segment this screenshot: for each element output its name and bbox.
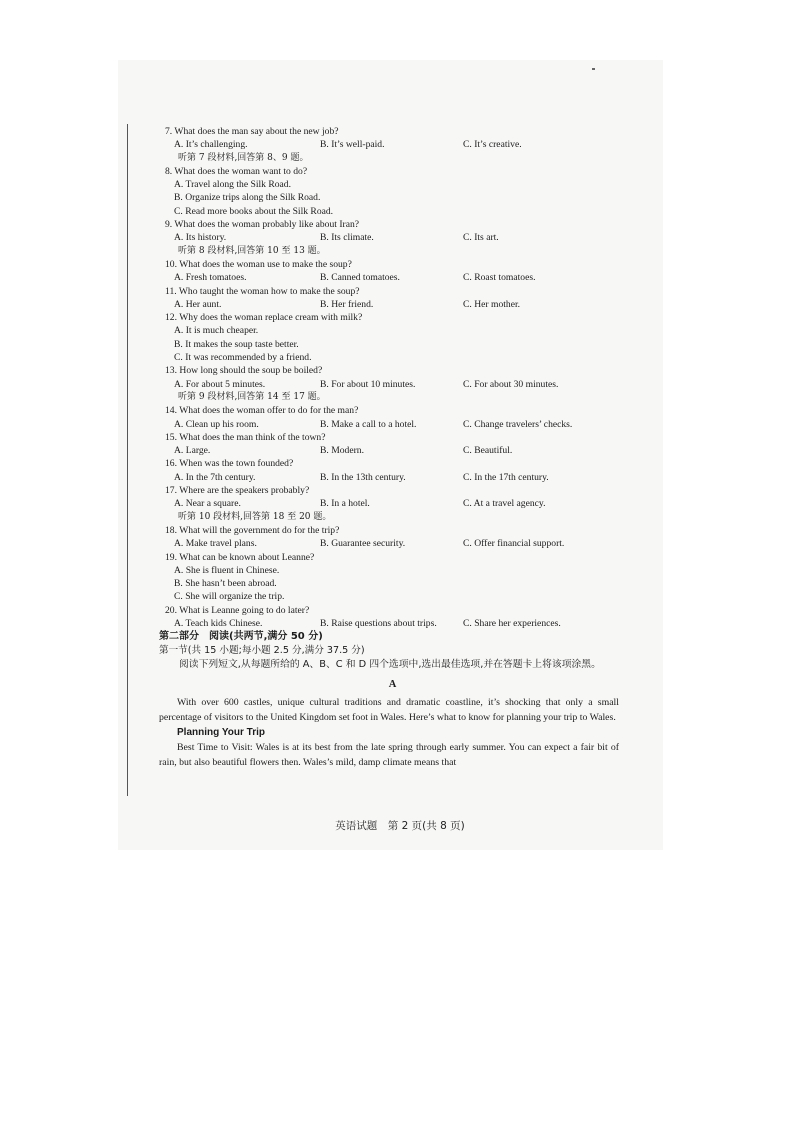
option-a: A. Large. xyxy=(174,445,211,457)
scan-speck xyxy=(592,68,595,70)
option-row xyxy=(174,418,620,431)
option-c: C. Change travelers’ checks. xyxy=(463,418,573,430)
question-stem: 9. What does the woman probably like about Iran? xyxy=(165,219,360,231)
option-a: A. Fresh tomatoes. xyxy=(174,272,247,284)
option-c: C. In the 17th century. xyxy=(463,471,549,483)
option-line: C. She will organize the trip. xyxy=(174,591,285,603)
question-stem: 12. Why does the woman replace cream with milk? xyxy=(165,312,363,324)
reading-directions: 阅读下列短文,从每题所给的 A、B、C 和 D 四个选项中,选出最佳选项,并在答题卡上将该项涂黑。 xyxy=(179,658,601,670)
option-row xyxy=(174,617,620,630)
option-line: B. She hasn’t been abroad. xyxy=(174,578,277,590)
option-c: C. Share her experiences. xyxy=(463,617,561,629)
passage-paragraph-2: Best Time to Visit: Wales is at its best from the late spring through early summer. You can expect a fair bit of rain, but also beautiful flowers then. Wales’s mild, damp climate means that xyxy=(159,742,619,769)
passage-paragraph-1: With over 600 castles, unique cultural traditions and dramatic coastline, it’s shocking that only a small percentage of visitors to the United Kingdom set foot in Wales. Here’s what to know for planning your trip to Wales. xyxy=(159,697,619,724)
option-line: A. She is fluent in Chinese. xyxy=(174,564,280,576)
page-footer: 英语试题 第 2 页(共 8 页) xyxy=(335,820,465,832)
question-stem: 7. What does the man say about the new job? xyxy=(165,126,339,137)
part2-heading: 第二部分 阅读(共两节,满分 50 分) xyxy=(159,631,323,643)
question-stem: 15. What does the man think of the town? xyxy=(165,431,326,443)
option-row xyxy=(174,271,620,284)
listening-instruction: 听第 10 段材料,回答第 18 至 20 题。 xyxy=(178,511,332,522)
option-b: B. Her friend. xyxy=(320,298,374,310)
option-line: C. It was recommended by a friend. xyxy=(174,352,312,364)
option-row xyxy=(174,231,620,244)
option-row xyxy=(174,298,620,311)
option-c: C. Roast tomatoes. xyxy=(463,272,536,284)
option-c: C. Its art. xyxy=(463,232,499,244)
option-row xyxy=(174,497,620,510)
question-stem: 10. What does the woman use to make the soup? xyxy=(165,258,352,270)
option-row xyxy=(174,138,620,151)
option-line: A. It is much cheaper. xyxy=(174,325,259,337)
option-a: A. For about 5 minutes. xyxy=(174,378,266,390)
option-b: B. Its climate. xyxy=(320,232,374,244)
option-b: B. Make a call to a hotel. xyxy=(320,418,417,430)
option-c: C. Offer financial support. xyxy=(463,538,565,550)
question-stem: 18. What will the government do for the trip? xyxy=(165,524,340,536)
option-b: B. In a hotel. xyxy=(320,498,370,510)
question-stem: 11. Who taught the woman how to make the soup? xyxy=(165,285,360,297)
option-b: B. Canned tomatoes. xyxy=(320,272,400,284)
option-a: A. Teach kids Chinese. xyxy=(174,617,263,629)
option-row xyxy=(174,471,620,484)
option-a: A. Clean up his room. xyxy=(174,418,259,430)
option-c: C. Beautiful. xyxy=(463,445,513,457)
option-a: A. Her aunt. xyxy=(174,298,222,310)
question-stem: 17. Where are the speakers probably? xyxy=(165,485,310,497)
option-row xyxy=(174,378,620,391)
question-stem: 14. What does the woman offer to do for the man? xyxy=(165,405,359,417)
option-b: B. For about 10 minutes. xyxy=(320,378,416,390)
listening-instruction: 听第 9 段材料,回答第 14 至 17 题。 xyxy=(178,391,326,402)
option-a: A. It’s challenging. xyxy=(174,139,248,151)
option-a: A. Make travel plans. xyxy=(174,538,257,550)
passage-label: A xyxy=(388,678,397,690)
option-c: C. For about 30 minutes. xyxy=(463,378,559,390)
margin-rule xyxy=(127,124,128,796)
option-c: C. It’s creative. xyxy=(463,139,522,151)
listening-instruction: 听第 8 段材料,回答第 10 至 13 题。 xyxy=(178,245,326,256)
section1-heading: 第一节(共 15 小题;每小题 2.5 分,满分 37.5 分) xyxy=(159,644,365,656)
option-c: C. Her mother. xyxy=(463,298,521,310)
option-row xyxy=(174,537,620,550)
option-line: A. Travel along the Silk Road. xyxy=(174,179,291,191)
question-stem: 13. How long should the soup be boiled? xyxy=(165,365,323,377)
option-b: B. Modern. xyxy=(320,445,364,457)
question-stem: 19. What can be known about Leanne? xyxy=(165,551,315,563)
option-row xyxy=(174,444,620,457)
option-line: B. It makes the soup taste better. xyxy=(174,338,299,350)
option-a: A. In the 7th century. xyxy=(174,471,256,483)
listening-instruction: 听第 7 段材料,回答第 8、9 题。 xyxy=(178,152,309,163)
option-a: A. Near a square. xyxy=(174,498,241,510)
question-stem: 20. What is Leanne going to do later? xyxy=(165,604,310,616)
passage-subheading: Planning Your Trip xyxy=(177,727,265,739)
option-b: B. In the 13th century. xyxy=(320,471,406,483)
question-stem: 8. What does the woman want to do? xyxy=(165,165,308,177)
option-a: A. Its history. xyxy=(174,232,227,244)
option-b: B. Raise questions about trips. xyxy=(320,617,437,629)
option-c: C. At a travel agency. xyxy=(463,498,546,510)
option-b: B. Guarantee security. xyxy=(320,538,406,550)
option-b: B. It’s well-paid. xyxy=(320,139,385,151)
option-line: C. Read more books about the Silk Road. xyxy=(174,205,334,217)
option-line: B. Organize trips along the Silk Road. xyxy=(174,192,321,204)
question-stem: 16. When was the town founded? xyxy=(165,458,294,470)
exam-content xyxy=(159,125,620,770)
